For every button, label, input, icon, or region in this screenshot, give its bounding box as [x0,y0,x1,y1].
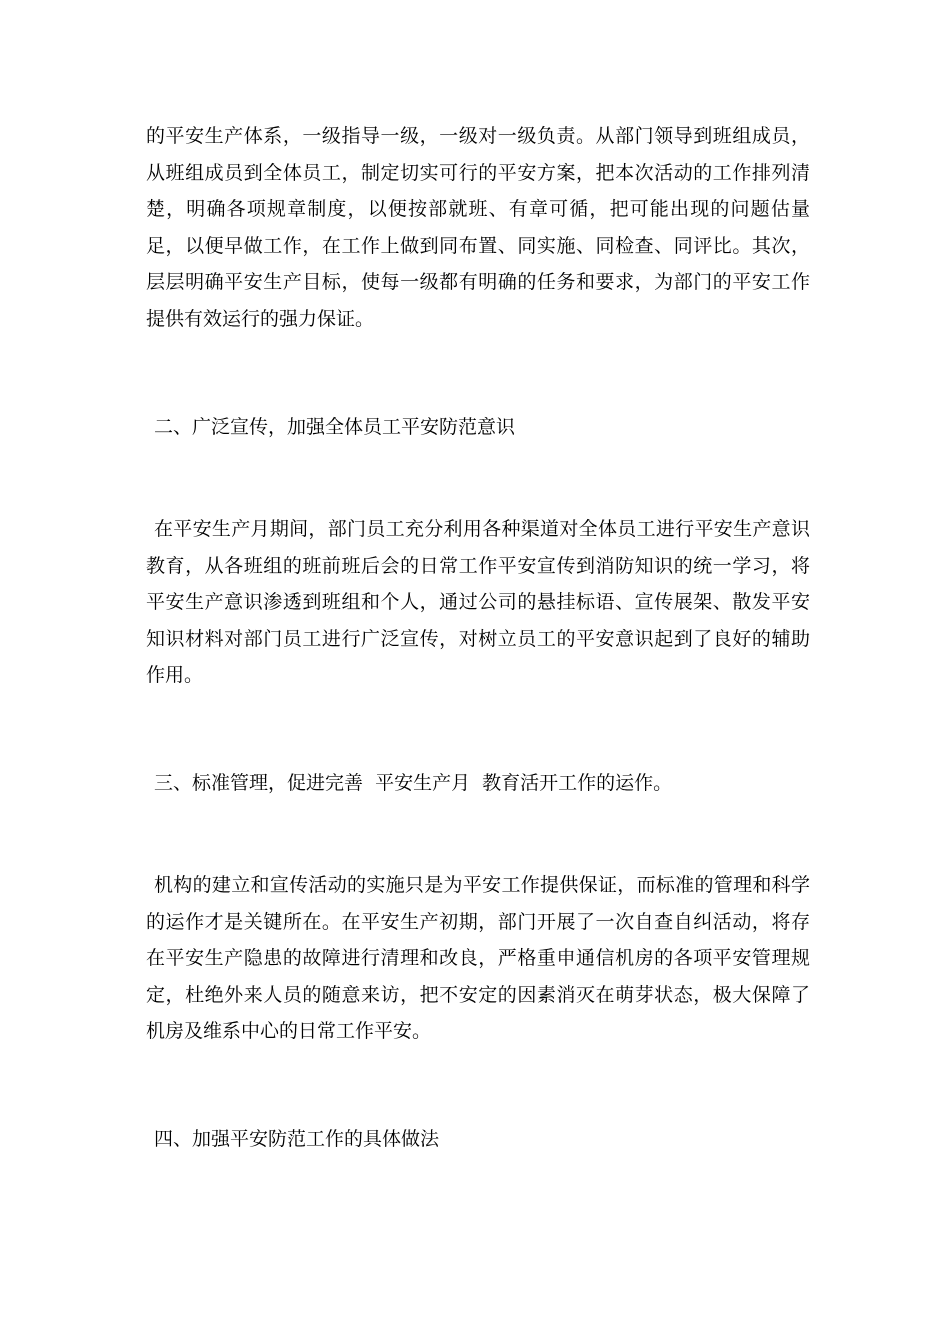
paragraph-safety-system: 的平安生产体系，一级指导一级，一级对一级负责。从部门领导到班组成员，从班组成员到全体员工，制定切实可行的平安方案，把本次活动的工作排列清楚，明确各项规章制度，以便按部就班、有章可循，把可能出现的问题估量足，以便早做工作，在工作上做到同布置、同实施、同检查、同评比。其次，层层明确平安生产目标，使每一级都有明确的任务和要求，为部门的平安工作提供有效运行的强力保证。 [146,125,810,330]
paragraph-management: 机构的建立和宣传活动的实施只是为平安工作提供保证，而标准的管理和科学的运作才是关键所在。在平安生产初期，部门开展了一次自查自纠活动，将存在平安生产隐患的故障进行清理和改良，严格重申通信机房的各项平安管理规定，杜绝外来人员的随意来访，把不安定的因素消灭在萌芽状态，极大保障了机房及维系中心的日常工作平安。 [146,874,810,1042]
paragraph-publicity: 在平安生产月期间，部门员工充分利用各种渠道对全体员工进行平安生产意识教育，从各班组的班前班后会的日常工作平安宣传到消防知识的统一学习，将平安生产意识渗透到班组和个人，通过公司的悬挂标语、宣传展架、散发平安知识材料对部门员工进行广泛宣传，对树立员工的平安意识起到了良好的辅助作用。 [146,518,810,686]
heading-section-4: 四、加强平安防范工作的具体做法 [154,1128,440,1150]
heading-section-3: 三、标准管理，促进完善 平安生产月 教育活开工作的运作。 [154,772,673,794]
heading-section-2: 二、广泛宣传，加强全体员工平安防范意识 [154,416,516,438]
